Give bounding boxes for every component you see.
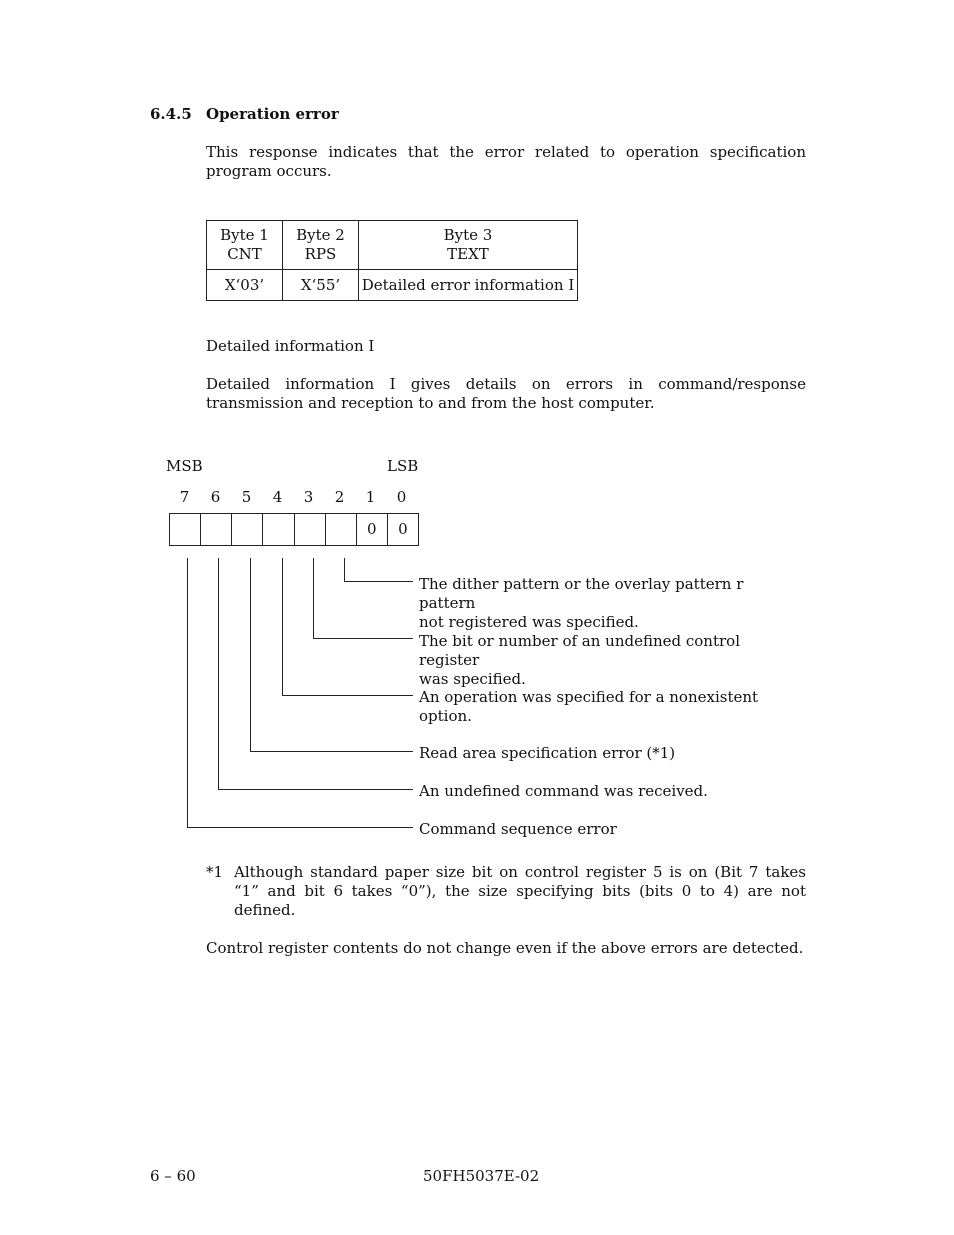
bit-number-4: 4 (272, 488, 283, 506)
bit6-description-line1: An undefined command was received. (419, 782, 708, 800)
bit-number-5: 5 (241, 488, 252, 506)
document-id: 50FH5037E-02 (423, 1167, 540, 1185)
leader-bit6-horizontal (218, 789, 413, 790)
bit-number-7: 7 (179, 488, 190, 506)
bit-number-2: 2 (334, 488, 345, 506)
bit-number-1: 1 (365, 488, 376, 506)
leader-bit4-vertical (282, 558, 283, 695)
header-byte1-field: CNT (227, 245, 262, 263)
bit3-description-line1: The bit or number of an undefined control register (419, 632, 740, 669)
bit5-description (419, 744, 799, 763)
bit-cell-0: 0 (398, 520, 408, 538)
header-byte2-field: RPS (304, 245, 337, 263)
leader-bit2-horizontal (344, 581, 413, 582)
value-byte3: Detailed error information I (359, 270, 578, 301)
detail-heading: Detailed information I (206, 337, 375, 355)
leader-bit2-vertical (344, 558, 345, 581)
bit7-description-line1: Command sequence error (419, 820, 617, 838)
bit2-description (419, 575, 799, 632)
bit7-description (419, 820, 799, 839)
bit-cell-7 (170, 514, 201, 545)
bit-number-6: 6 (210, 488, 221, 506)
value-byte2: X‘55’ (283, 270, 359, 301)
leader-bit4-horizontal (282, 695, 413, 696)
bit-number-0: 0 (396, 488, 407, 506)
header-byte2-label: Byte 2 (296, 226, 345, 244)
bit4-description-line2: option. (419, 707, 472, 725)
section-number: 6.4.5 (150, 105, 192, 123)
bit2-description-line2: not registered was specified. (419, 613, 639, 631)
bit5-description-line1: Read area specification error (*1) (419, 744, 676, 762)
bit2-description-line1: The dither pattern or the overlay pattern r pattern (419, 575, 744, 612)
bit3-description (419, 632, 799, 689)
section-title: Operation error (206, 105, 339, 123)
footnote-text: Although standard paper size bit on control register 5 is on (Bit 7 takes “1” and bit 6 takes “0”), the size specifying bits (bits 0 to 4) are not defined. (234, 863, 806, 919)
leader-bit6-vertical (218, 558, 219, 789)
bit6-description (419, 782, 799, 801)
header-byte2 (283, 221, 359, 270)
leader-bit3-horizontal (313, 638, 413, 639)
header-byte3 (359, 221, 578, 270)
leader-bit7-vertical (187, 558, 188, 827)
bit-cell-3 (295, 514, 326, 545)
response-format-table (206, 220, 578, 301)
bit-cell-2 (326, 514, 357, 545)
header-byte3-field: TEXT (447, 245, 489, 263)
bit-field-box (169, 513, 419, 546)
header-byte3-label: Byte 3 (443, 226, 493, 244)
bit-cell-6 (201, 514, 232, 545)
detail-paragraph: Detailed information I gives details on errors in command/response transmission and reception to and from the host computer. (206, 375, 806, 412)
table-value-row (207, 270, 578, 301)
header-byte1 (207, 221, 283, 270)
header-byte1-label: Byte 1 (220, 226, 269, 244)
value-byte1: X‘03’ (207, 270, 283, 301)
bit-cell-5 (232, 514, 263, 545)
bit3-description-line2: was specified. (419, 670, 526, 688)
leader-bit5-vertical (250, 558, 251, 751)
bit-cell-1: 0 (357, 514, 388, 545)
bit-number-3: 3 (303, 488, 314, 506)
leader-bit5-horizontal (250, 751, 413, 752)
closing-note: Control register contents do not change even if the above errors are detected. (206, 939, 804, 957)
msb-label: MSB (166, 457, 203, 475)
page-number: 6 – 60 (150, 1167, 196, 1185)
bit-cell-4 (263, 514, 294, 545)
bit4-description-line1: An operation was specified for a nonexistent (419, 688, 759, 706)
bit4-description (419, 688, 799, 726)
leader-bit3-vertical (313, 558, 314, 638)
lsb-label: LSB (387, 457, 419, 475)
table-header-row (207, 221, 578, 270)
leader-bit7-horizontal (187, 827, 413, 828)
intro-paragraph: This response indicates that the error related to operation specification program occurs. (206, 143, 806, 180)
footnote-mark: *1 (206, 863, 224, 881)
